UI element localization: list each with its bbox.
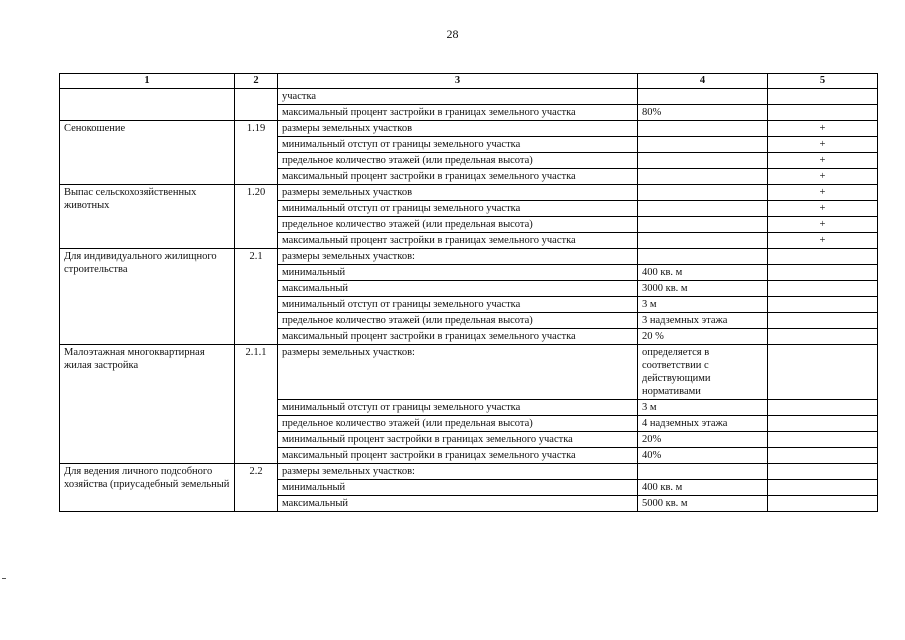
value-cell: 5000 кв. м [638,496,768,512]
table-row [60,464,878,480]
parameter-cell: минимальный отступ от границы земельного участка [278,400,638,416]
mark-cell [768,265,878,281]
table-row [60,185,878,201]
parameter-cell: минимальный отступ от границы земельного участка [278,297,638,313]
value-cell [638,217,768,233]
value-cell: 3 м [638,400,768,416]
margin-mark [2,578,6,579]
table-body [60,89,878,512]
mark-cell [768,105,878,121]
value-cell: 20% [638,432,768,448]
mark-cell [768,89,878,105]
land-use-name: Выпас сельскохозяйственных животных [60,185,235,249]
parameter-cell: предельное количество этажей (или предельная высота) [278,416,638,432]
parameter-cell: минимальный [278,265,638,281]
parameter-cell: максимальный процент застройки в границах земельного участка [278,448,638,464]
page-number: 28 [446,27,459,41]
mark-cell [768,297,878,313]
parameter-cell: максимальный процент застройки в границах земельного участка [278,329,638,345]
mark-cell [768,416,878,432]
parameter-cell: минимальный отступ от границы земельного участка [278,201,638,217]
value-cell [638,201,768,217]
land-use-code: 1.20 [235,185,278,249]
column-header: 2 [235,74,278,89]
parameter-cell: участка [278,89,638,105]
column-header: 1 [60,74,235,89]
parameter-cell: размеры земельных участков: [278,249,638,265]
value-cell: 20 % [638,329,768,345]
land-use-name: Для ведения личного подсобного хозяйства (приусадебный земельный [60,464,235,512]
parameter-cell: минимальный [278,480,638,496]
mark-cell [768,313,878,329]
mark-cell: + [768,185,878,201]
land-use-name [60,89,235,121]
table-row [60,345,878,400]
mark-cell: + [768,121,878,137]
parameter-cell: размеры земельных участков: [278,345,638,400]
mark-cell [768,448,878,464]
table-row [60,89,878,105]
parameter-cell: минимальный отступ от границы земельного участка [278,137,638,153]
value-cell: 400 кв. м [638,265,768,281]
column-header: 3 [278,74,638,89]
parameter-cell: размеры земельных участков [278,121,638,137]
value-cell: 80% [638,105,768,121]
mark-cell [768,432,878,448]
parameter-cell: размеры земельных участков: [278,464,638,480]
land-use-name: Сенокошение [60,121,235,185]
parameter-cell: предельное количество этажей (или предельная высота) [278,217,638,233]
land-use-code: 2.1.1 [235,345,278,464]
value-cell [638,464,768,480]
land-use-code: 2.2 [235,464,278,512]
parameter-cell: максимальный процент застройки в границах земельного участка [278,169,638,185]
value-cell: 3 надземных этажа [638,313,768,329]
column-header: 5 [768,74,878,89]
table-row [60,249,878,265]
land-use-name: Малоэтажная многоквартирная жилая застройка [60,345,235,464]
mark-cell [768,249,878,265]
land-use-name: Для индивидуального жилищного строительства [60,249,235,345]
parameter-cell: максимальный процент застройки в границах земельного участка [278,105,638,121]
value-cell [638,233,768,249]
parameter-cell: минимальный процент застройки в границах земельного участка [278,432,638,448]
parameter-cell: максимальный [278,496,638,512]
mark-cell [768,345,878,400]
parameter-cell: максимальный процент застройки в границах земельного участка [278,233,638,249]
mark-cell: + [768,217,878,233]
land-use-code: 1.19 [235,121,278,185]
mark-cell: + [768,169,878,185]
value-cell [638,137,768,153]
value-cell: 3 м [638,297,768,313]
value-cell [638,185,768,201]
mark-cell [768,400,878,416]
parameter-cell: размеры земельных участков [278,185,638,201]
mark-cell: + [768,137,878,153]
land-use-code: 2.1 [235,249,278,345]
value-cell [638,121,768,137]
parameter-cell: максимальный [278,281,638,297]
parameter-cell: предельное количество этажей (или предельная высота) [278,313,638,329]
value-cell [638,89,768,105]
mark-cell [768,496,878,512]
value-cell [638,169,768,185]
value-cell: 40% [638,448,768,464]
table-header-row [60,74,878,89]
parameter-cell: предельное количество этажей (или предельная высота) [278,153,638,169]
value-cell: 400 кв. м [638,480,768,496]
table-row [60,121,878,137]
land-use-code [235,89,278,121]
mark-cell: + [768,153,878,169]
mark-cell: + [768,233,878,249]
value-cell: 4 надземных этажа [638,416,768,432]
value-cell [638,153,768,169]
mark-cell [768,464,878,480]
value-cell: 3000 кв. м [638,281,768,297]
mark-cell: + [768,201,878,217]
mark-cell [768,329,878,345]
zoning-parameters-table [59,73,878,512]
mark-cell [768,480,878,496]
column-header: 4 [638,74,768,89]
value-cell [638,249,768,265]
value-cell: определяется в соответствии с действующими нормативами [638,345,768,400]
mark-cell [768,281,878,297]
